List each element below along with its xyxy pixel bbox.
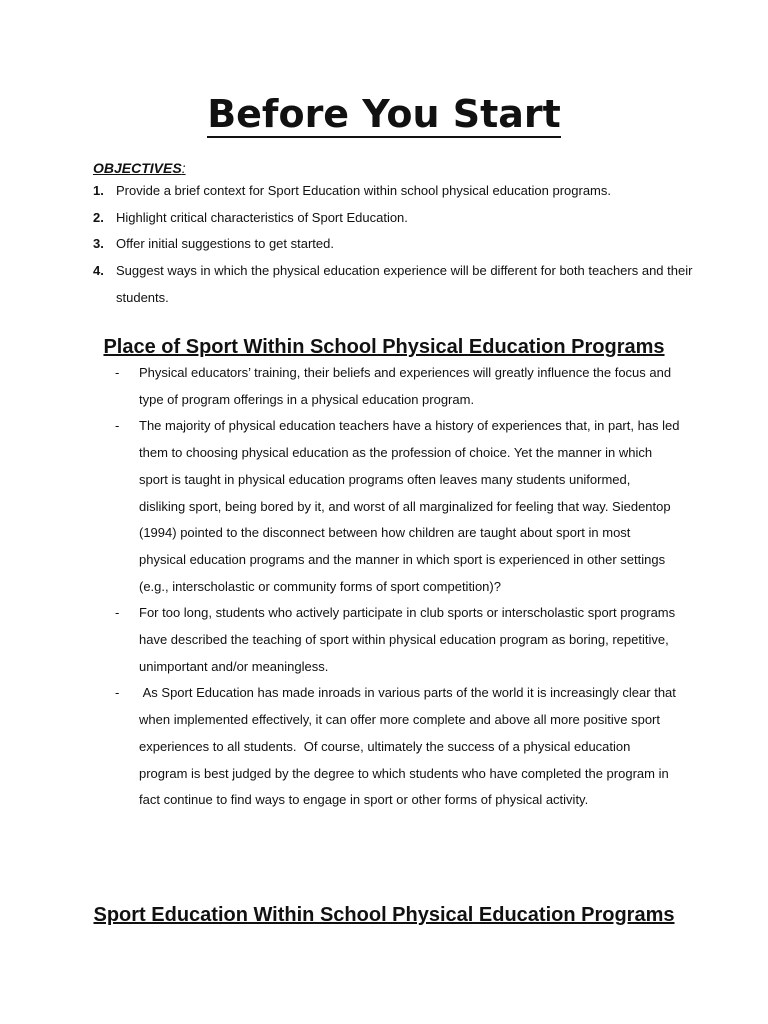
bullet-text: Physical educators’ training, their beliefs and experiences will greatly influence the focus and type of program offerings in a physical education program. xyxy=(139,365,672,407)
objective-number: 2. xyxy=(93,209,104,225)
bullet-text: For too long, students who actively participate in club sports or interscholastic sport programs have described the teaching of sport within physical education program as boring, repetitive, unimportant and/or meaningless. xyxy=(139,605,676,674)
bullet-item xyxy=(115,600,680,680)
objective-text: Highlight critical characteristics of Sport Education. xyxy=(116,209,408,225)
objective-number: 3. xyxy=(93,236,104,252)
section-heading-sport-education xyxy=(0,901,768,929)
objective-number: 1. xyxy=(93,183,104,198)
objectives-heading-colon: : xyxy=(181,160,186,176)
objective-item xyxy=(93,231,693,258)
section-heading-text: Place of Sport Within School Physical Education Programs xyxy=(103,336,665,358)
bullet-item xyxy=(115,680,680,814)
objectives-list xyxy=(93,178,693,312)
bullet-dash: - xyxy=(115,685,120,701)
objective-text: Provide a brief context for Sport Education within school physical education programs. xyxy=(116,183,611,198)
objective-item xyxy=(93,178,693,205)
objectives-heading-text: OBJECTIVES xyxy=(93,160,182,176)
bullet-item xyxy=(115,360,680,413)
bullet-dash: - xyxy=(115,605,120,621)
objectives-heading xyxy=(93,160,186,176)
bullet-item xyxy=(115,413,680,600)
page-title xyxy=(0,88,768,140)
objective-text: Suggest ways in which the physical education experience will be different for both teachers and their students. xyxy=(116,263,693,305)
page-title-text: Before You Start xyxy=(207,92,561,136)
bullet-text: As Sport Education has made inroads in various parts of the world it is increasingly clear that when implemented effectively, it can offer more complete and above all more positive sport experiences to all students. Of course, ultimately the success of a physical education program is best judged by the degree to which students who have completed the program in fact continue to find ways to engage in sport or other forms of physical activity. xyxy=(139,685,680,808)
section-heading-text: Sport Education Within School Physical Education Programs xyxy=(93,904,675,926)
objective-text: Offer initial suggestions to get started. xyxy=(116,236,334,252)
bullet-text: The majority of physical education teachers have a history of experiences that, in part, has led them to choosing physical education as the profession of choice. Yet the manner in which sport is taught in physical education programs often leaves many students uniformed, disliking sport, being bored by it, and worst of all marginalized for feeling that way. Siedentop (1994) pointed to the disconnect between how children are taught about sport in most physical education programs and the manner in which sport is experienced in other settings (e.g., interscholastic or community forms of sport competition)? xyxy=(139,418,680,594)
bullet-dash: - xyxy=(115,365,120,380)
section-heading-place-of-sport xyxy=(0,333,768,361)
place-of-sport-bullets xyxy=(115,360,680,814)
objective-number: 4. xyxy=(93,263,104,279)
objective-item xyxy=(93,205,693,232)
objective-item xyxy=(93,258,693,311)
bullet-dash: - xyxy=(115,418,120,434)
